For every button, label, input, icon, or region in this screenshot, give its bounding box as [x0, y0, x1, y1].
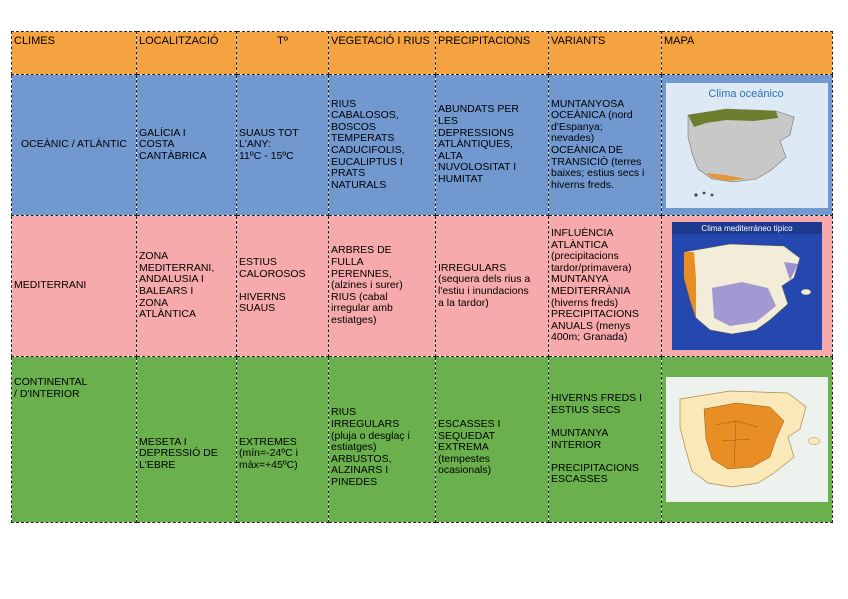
- temperatura-continental: EXTREMES (mín=-24ºC i màx=+45ºC): [237, 357, 329, 523]
- balearic-islands: [808, 438, 820, 445]
- mapa-oceanic: [662, 75, 833, 216]
- row-mediterrani: [12, 216, 833, 357]
- localitzacio-oceanic: GALÍCIA I COSTA CANTÀBRICA: [137, 75, 237, 216]
- header-variants: VARIANTS: [549, 32, 662, 75]
- row-oceanic: [12, 75, 833, 216]
- temperatura-mediterrani: ESTIUS CALOROSOS HIVERNS SUAUS: [237, 216, 329, 357]
- precipitacions-continental: ESCASSES I SEQUEDAT EXTREMA (tempestes ocasionals): [436, 357, 549, 523]
- canary-island: [703, 191, 706, 194]
- canary-island: [711, 193, 714, 196]
- mapa-continental: [662, 357, 833, 523]
- header-temperatura: Tº: [237, 32, 329, 75]
- header-mapa: MAPA: [662, 32, 833, 75]
- header-vegetacio: VEGETACIÓ I RIUS: [329, 32, 436, 75]
- map-title: Clima oceánico: [708, 87, 784, 100]
- header-climes: CLIMES: [12, 32, 137, 75]
- precipitacions-mediterrani: IRREGULARS (sequera dels rius a l'estiu i inundacions a la tardor): [436, 216, 549, 357]
- header-row: [12, 32, 833, 75]
- localitzacio-mediterrani: ZONA MEDITERRANI, ANDALUSIA I BALEARS I ZONA ATLÀNTICA: [137, 216, 237, 357]
- precipitacions-oceanic: ABUNDATS PER LES DEPRESSIONS ATLÀNTIQUES, ALTA NUVOLOSITAT I HUMITAT: [436, 75, 549, 216]
- climate-table: [11, 31, 833, 523]
- row-continental: [12, 357, 833, 523]
- mapa-mediterrani: [662, 216, 833, 357]
- clima-mediterrani: MEDITERRANI: [12, 216, 137, 357]
- canary-island: [694, 193, 697, 196]
- variants-oceanic: MUNTANYOSA OCEÀNICA (nord d'Espanya; nevades) OCEÀNICA DE TRANSICIÓ (terres baixes; estius secs i hiverns freds.: [549, 75, 662, 216]
- clima-oceanic: OCEÀNIC / ATLÀNTIC: [12, 75, 137, 216]
- clima-continental: CONTINENTAL / D'INTERIOR: [12, 357, 137, 523]
- header-precipitacions: PRECIPITACIONS: [436, 32, 549, 75]
- map-title: Clima mediterráneo típico: [701, 224, 793, 233]
- variants-mediterrani: INFLUÈNCIA ATLÀNTICA (precipitacions tardor/primavera) MUNTANYA MEDITERRÀNIA (hiverns freds) PRECIPITACIONS ANUALS (menys 400m; Granada): [549, 216, 662, 357]
- balearic-islands: [801, 289, 811, 295]
- temperatura-oceanic: SUAUS TOT L'ANY: 11ºC - 15ºC: [237, 75, 329, 216]
- mediterranean-climate-map: [672, 222, 822, 350]
- header-localitzacio: LOCALITZACIÓ: [137, 32, 237, 75]
- vegetacio-continental: RIUS IRREGULARS (pluja o desglaç i estiatges) ARBUSTOS, ALZINARS I PINEDES: [329, 357, 436, 523]
- oceanic-climate-map: [666, 83, 828, 208]
- variants-continental: HIVERNS FREDS I ESTIUS SECS MUNTANYA INTERIOR PRECIPITACIONS ESCASSES: [549, 357, 662, 523]
- continental-climate-map: [666, 377, 828, 502]
- vegetacio-mediterrani: ARBRES DE FULLA PERENNES, (alzines i surer) RIUS (cabal irregular amb estiatges): [329, 216, 436, 357]
- localitzacio-continental: MESETA I DEPRESSIÓ DE L'EBRE: [137, 357, 237, 523]
- vegetacio-oceanic: RIUS CABALOSOS, BOSCOS TEMPERATS CADUCIFOLIS, EUCALIPTUS I PRATS NATURALS: [329, 75, 436, 216]
